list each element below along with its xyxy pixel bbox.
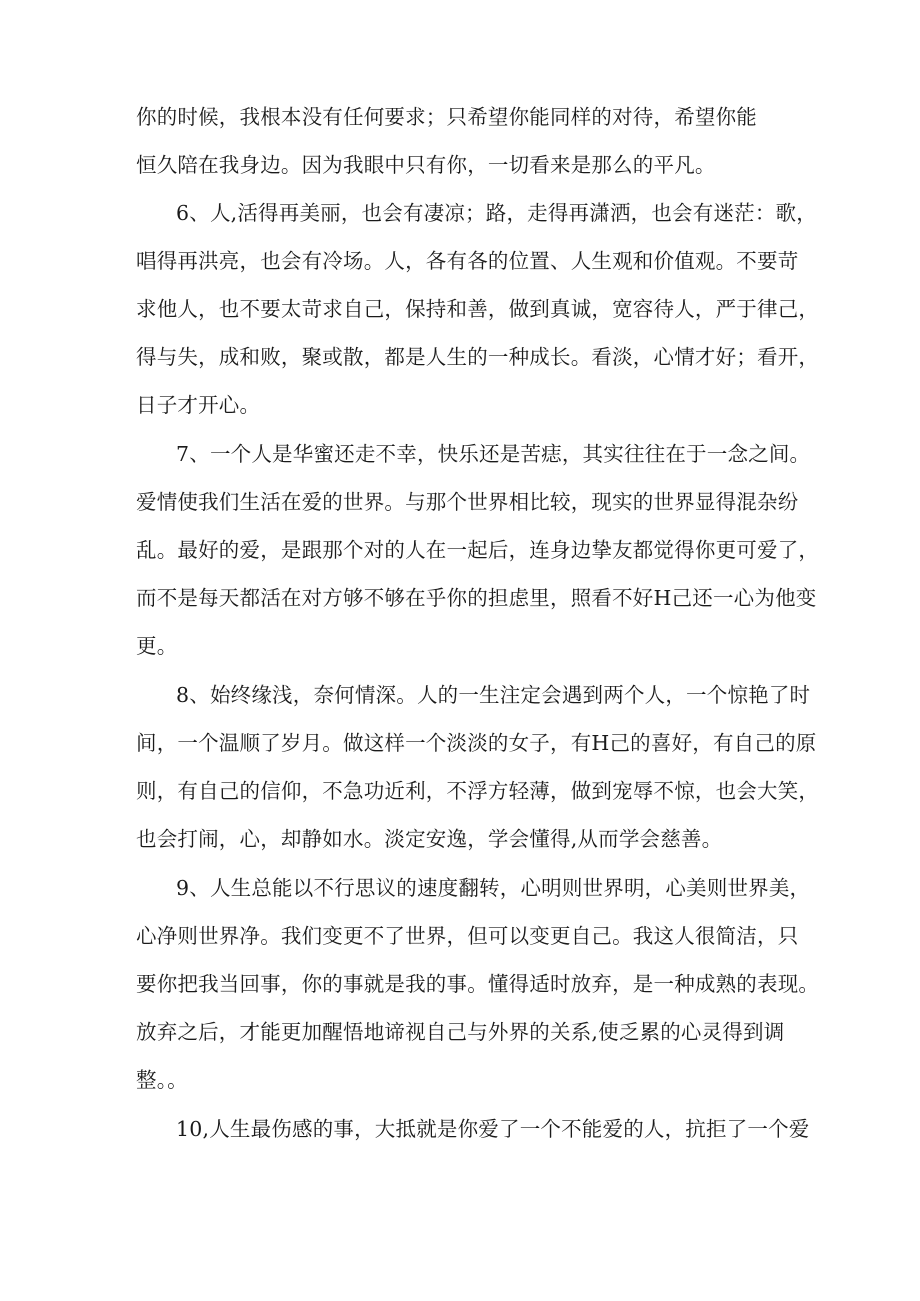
text-line: 则，有自己的信仰，不急功近利，不浮方轻薄，做到宠辱不惊，也会大笑，	[136, 779, 820, 803]
paragraph-8-start: 8、始终缘浅，奈何情深。人的一生注定会遇到两个人，一个惊艳了时	[176, 683, 811, 707]
text-line: 唱得再洪亮，也会有冷场。人，各有各的位置、人生观和价值观。不要苛	[136, 249, 799, 273]
text-line: 恒久陪在我身边。因为我眼中只有你，一切看来是那么的平凡。	[136, 153, 716, 177]
text-line: 爱情使我们生活在爱的世界。与那个世界相比较，现实的世界显得混杂纷	[136, 490, 799, 514]
paragraph-9-start: 9、人生总能以不行思议的速度翻转，心明则世界明，心美则世界美，	[176, 876, 811, 900]
text-line: 日子才开心。	[136, 393, 261, 417]
text-line: 而不是每天都活在对方够不够在乎你的担虑里，照看不好H己还一心为他变	[136, 586, 817, 610]
text-line: 求他人，也不要太苛求自己，保持和善，做到真诚，宽容待人，严于律己，	[136, 297, 820, 321]
text-line: 间，一个温顺了岁月。做这样一个淡淡的女子，有H己的喜好，有自己的原	[136, 731, 817, 755]
paragraph-7-start: 7、一个人是华蜜还走不幸，快乐还是苦痣，其实往往在于一念之间。	[176, 442, 811, 466]
text-line: 放弃之后，才能更加醒悟地谛视自己与外界的关系,使乏累的心灵得到调	[136, 1020, 785, 1044]
text-line: 乱。最好的爱，是跟那个对的人在一起后，连身边挚友都觉得你更可爱了，	[136, 538, 820, 562]
text-line: 要你把我当回事，你的事就是我的事。懂得适时放弃，是一种成熟的表现。	[136, 972, 820, 996]
text-line: 更。	[136, 634, 178, 658]
text-line: 你的时候，我根本没有任何要求；只希望你能同样的对待，希望你能	[136, 105, 757, 129]
paragraph-6-start: 6、人,活得再美丽，也会有凄凉；路，走得再潇洒，也会有迷茫：歌，	[176, 201, 817, 225]
paragraph-10-start: 10,人生最伤感的事，大抵就是你爱了一个不能爱的人，抗拒了一个爱	[176, 1117, 810, 1141]
text-line: 得与失，成和败，聚或散，都是人生的一种成长。看淡，心情才好；看开，	[136, 345, 820, 369]
text-line: 整。。	[136, 1068, 188, 1092]
text-line: 也会打闹，心，却静如水。淡定安逸，学会懂得,从而学会慈善。	[136, 827, 723, 851]
text-line: 心净则世界净。我们变更不了世界，但可以变更自己。我这人很简洁，只	[136, 924, 799, 948]
